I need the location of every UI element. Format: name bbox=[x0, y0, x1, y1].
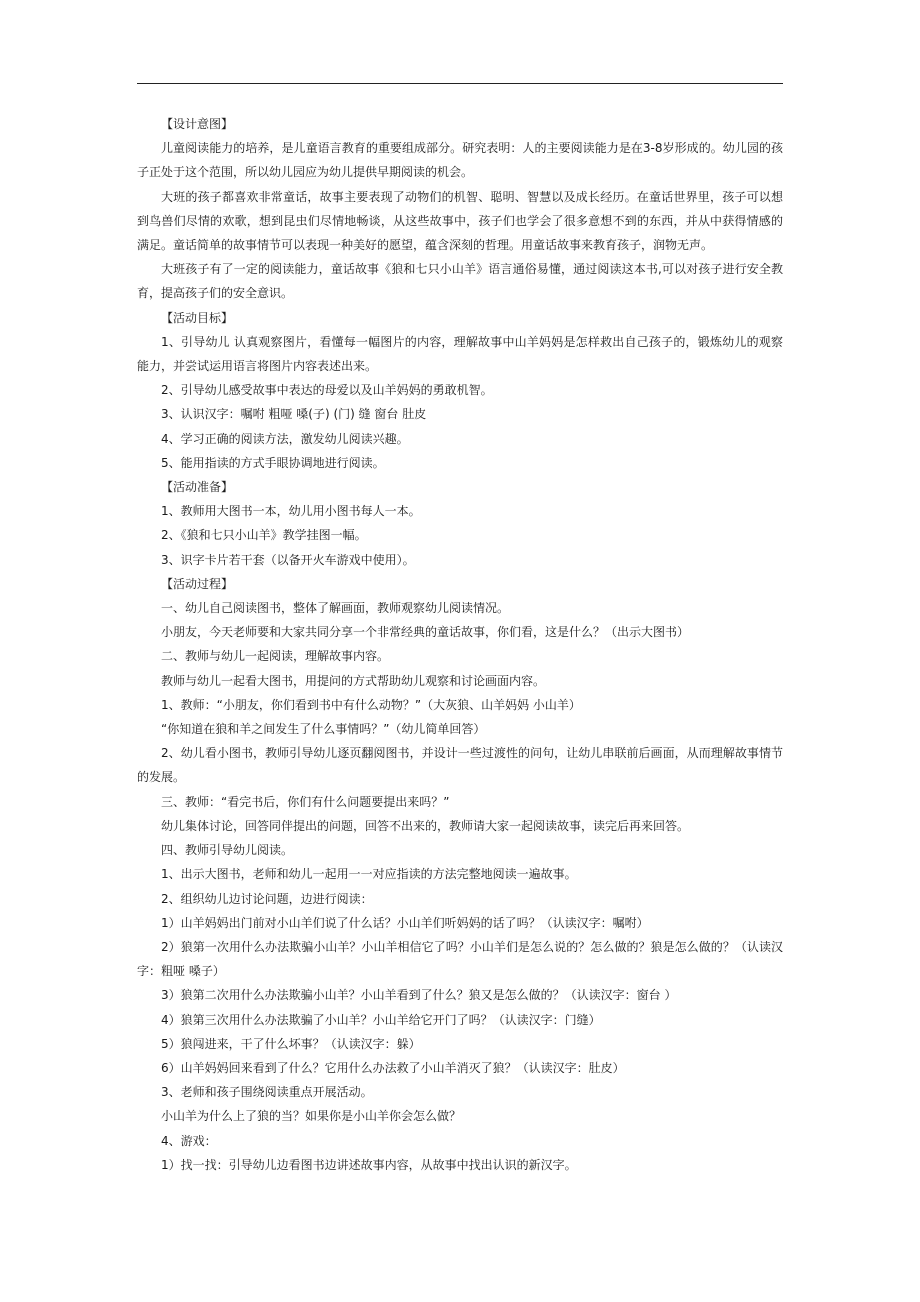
list-item: 3、认识汉字：嘱咐 粗哑 嗓(子) (门) 缝 窗台 肚皮 bbox=[161, 407, 427, 422]
list-item: 5、能用指读的方式手眼协调地进行阅读。 bbox=[161, 455, 385, 470]
list-item: 1、教师用大图书一本，幼儿用小图书每人一本。 bbox=[161, 504, 421, 519]
paragraph: 1、出示大图书，老师和幼儿一起用一一对应指读的方法完整地阅读一遍故事。 bbox=[161, 867, 577, 882]
paragraph: 小朋友，今天老师要和大家共同分享一个非常经典的童话故事，你们看，这是什么？（出示大图书） bbox=[161, 625, 690, 640]
list-item: 3）狼第二次用什么办法欺骗小山羊？小山羊看到了什么？狼又是怎么做的？（认读汉字：窗台 ） bbox=[161, 988, 677, 1003]
list-item: 1、引导幼儿 认真观察图片，看懂每一幅图片的内容，理解故事中山羊妈妈是怎样救出自己孩子的，锻炼幼儿的观察能力，并尝试运用语言将图片内容表述出来。 bbox=[137, 334, 783, 374]
paragraph: “你知道在狼和羊之间发生了什么事情吗？”（幼儿简单回答） bbox=[161, 722, 486, 737]
paragraph: 4、游戏： bbox=[161, 1133, 217, 1148]
list-item: 3、识字卡片若干套（以备开火车游戏中使用）。 bbox=[161, 552, 415, 567]
heading-activity-preparation: 【活动准备】 bbox=[161, 480, 234, 495]
heading-design-intent: 【设计意图】 bbox=[161, 117, 234, 131]
paragraph: 三、教师：“看完书后，你们有什么问题要提出来吗？” bbox=[161, 794, 450, 809]
list-item: 4）狼第三次用什么办法欺骗了小山羊？小山羊给它开门了吗？（认读汉字：门缝） bbox=[161, 1012, 601, 1027]
heading-activity-process: 【活动过程】 bbox=[161, 576, 234, 591]
list-item: 4、学习正确的阅读方法，激发幼儿阅读兴趣。 bbox=[161, 431, 409, 446]
list-item: 2）狼第一次用什么办法欺骗小山羊？小山羊相信它了吗？小山羊们是怎么说的？怎么做的？狼是怎么做的？（认读汉字：粗哑 嗓子） bbox=[137, 939, 783, 979]
paragraph: 儿童阅读能力的培养，是儿童语言教育的重要组成部分。研究表明：人的主要阅读能力是在3-8岁形成的。幼儿园的孩子正处于这个范围，所以幼儿园应为幼儿提供早期阅读的机会。 bbox=[137, 141, 783, 180]
list-item: 2、《狼和七只小山羊》教学挂图一幅。 bbox=[161, 528, 367, 543]
paragraph: 大班孩子有了一定的阅读能力，童话故事《狼和七只小山羊》语言通俗易懂，通过阅读这本书,可以对孩子进行安全教育，提高孩子们的安全意识。 bbox=[137, 262, 783, 301]
heading-activity-goals: 【活动目标】 bbox=[161, 310, 234, 325]
paragraph: 幼儿集体讨论，回答同伴提出的问题，回答不出来的，教师请大家一起阅读故事，读完后再来回答。 bbox=[161, 818, 690, 833]
list-item: 1）找一找：引导幼儿边看图书边讲述故事内容，从故事中找出认识的新汉字。 bbox=[161, 1157, 577, 1172]
paragraph: 教师与幼儿一起看大图书，用提问的方式帮助幼儿观察和讨论画面内容。 bbox=[161, 673, 546, 688]
paragraph: 四、教师引导幼儿阅读。 bbox=[161, 843, 294, 858]
list-item: 6）山羊妈妈回来看到了什么？它用什么办法救了小山羊消灭了狼？（认读汉字：肚皮） bbox=[161, 1060, 625, 1075]
list-item: 1）山羊妈妈出门前对小山羊们说了什么话？小山羊们听妈妈的话了吗？（认读汉字：嘱咐） bbox=[161, 915, 649, 930]
paragraph: 大班的孩子都喜欢非常童话，故事主要表现了动物们的机智、聪明、智慧以及成长经历。在童话世界里，孩子可以想到鸟兽们尽情的欢歌，想到昆虫们尽情地畅谈，从这些故事中，孩子们也学会了很多意想不到的东西，并从中获得情感的满足。童话简单的故事情节可以表现一种美好的愿望，蕴含深刻的哲理。用童话故事来教育孩子，润物无声。 bbox=[137, 189, 783, 253]
paragraph: 2、幼儿看小图书，教师引导幼儿逐页翻阅图书，并设计一些过渡性的问句，让幼儿串联前后画面，从而理解故事情节的发展。 bbox=[137, 746, 783, 785]
list-item: 2、引导幼儿感受故事中表达的母爱以及山羊妈妈的勇敢机智。 bbox=[161, 383, 493, 398]
paragraph: 小山羊为什么上了狼的当？如果你是小山羊你会怎么做？ bbox=[161, 1109, 462, 1124]
header-rule bbox=[137, 83, 783, 84]
paragraph: 一、幼儿自己阅读图书，整体了解画面，教师观察幼儿阅读情况。 bbox=[161, 601, 510, 616]
paragraph: 2、组织幼儿边讨论问题，边进行阅读： bbox=[161, 891, 373, 906]
paragraph: 二、教师与幼儿一起阅读，理解故事内容。 bbox=[161, 649, 390, 664]
list-item: 5）狼闯进来，干了什么坏事？（认读汉字：躲） bbox=[161, 1036, 421, 1051]
document-body bbox=[137, 112, 783, 1177]
paragraph: 1、教师：“小朋友，你们看到书中有什么动物？”（大灰狼、山羊妈妈 小山羊） bbox=[161, 697, 581, 712]
paragraph: 3、老师和孩子围绕阅读重点开展活动。 bbox=[161, 1085, 373, 1100]
